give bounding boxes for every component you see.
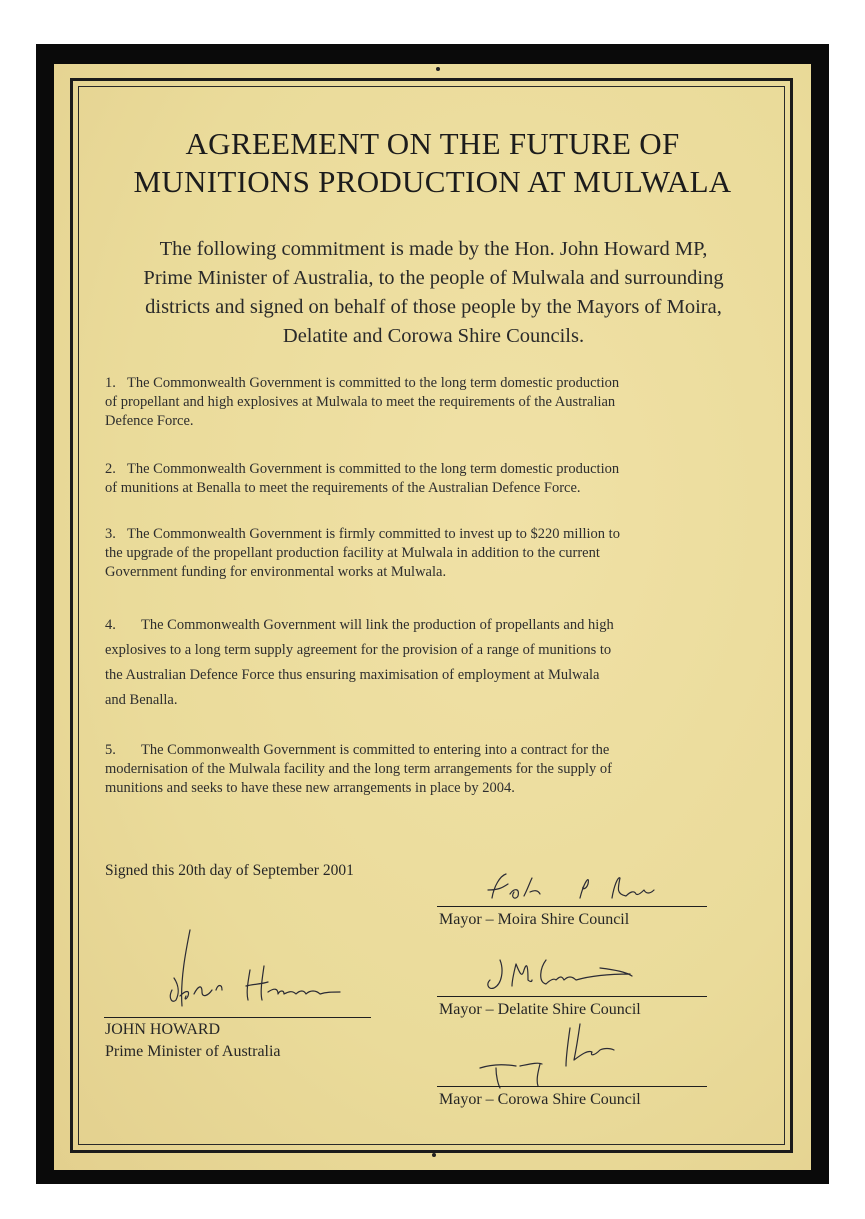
intro-line: Prime Minister of Australia, to the people of Mulwala and surrounding bbox=[143, 267, 724, 289]
clause-line: The Commonwealth Government will link the production of propellants and high bbox=[141, 617, 614, 633]
clause-5 bbox=[105, 741, 767, 798]
clause-line: The Commonwealth Government is firmly committed to invest up to $220 million to bbox=[127, 526, 620, 542]
caption-moira: Mayor – Moira Shire Council bbox=[439, 911, 630, 928]
clause-line: The Commonwealth Government is committed to the long term domestic production bbox=[127, 375, 620, 391]
clause-line: explosives to a long term supply agreement for the provision of a range of munitions to bbox=[105, 642, 612, 658]
clause-number: 4. bbox=[105, 617, 116, 633]
clause-line: the upgrade of the propellant production facility at Mulwala in addition to the current bbox=[105, 545, 600, 561]
clause-line: modernisation of the Mulwala facility and the long term arrangements for the supply of bbox=[105, 761, 612, 777]
clause-line: the Australian Defence Force thus ensuring maximisation of employment at Mulwala bbox=[105, 667, 600, 683]
clause-3 bbox=[105, 525, 767, 582]
caption-pm-title: Prime Minister of Australia bbox=[105, 1043, 281, 1060]
signature-line-delatite bbox=[437, 996, 707, 997]
signature-moira bbox=[480, 868, 680, 910]
signature-line-moira bbox=[437, 906, 707, 907]
pin-hole-top bbox=[436, 67, 440, 71]
clause-number: 1. bbox=[105, 375, 116, 391]
intro-line: districts and signed on behalf of those people by the Mayors of Moira, bbox=[145, 296, 722, 318]
clause-number: 2. bbox=[105, 461, 116, 477]
intro-paragraph bbox=[96, 235, 771, 351]
signature-line-pm bbox=[104, 1017, 371, 1018]
pin-hole-bottom bbox=[432, 1153, 436, 1157]
clause-number: 3. bbox=[105, 526, 116, 542]
clause-line: and Benalla. bbox=[105, 692, 178, 708]
title-line-2: MUNITIONS PRODUCTION AT MULWALA bbox=[133, 164, 732, 199]
caption-corowa: Mayor – Corowa Shire Council bbox=[439, 1091, 641, 1108]
clause-2 bbox=[105, 460, 767, 498]
clause-line: Defence Force. bbox=[105, 413, 194, 429]
clause-line: of propellant and high explosives at Mulwala to meet the requirements of the Australian bbox=[105, 394, 616, 410]
clause-line: The Commonwealth Government is committed to the long term domestic production bbox=[127, 461, 620, 477]
signature-john-howard bbox=[150, 920, 370, 1020]
clause-line: Government funding for environmental works at Mulwala. bbox=[105, 564, 447, 580]
clause-number: 5. bbox=[105, 742, 116, 758]
intro-line: Delatite and Corowa Shire Councils. bbox=[282, 325, 585, 347]
caption-pm-name: JOHN HOWARD bbox=[105, 1021, 221, 1038]
clause-line: The Commonwealth Government is committed to entering into a contract for the bbox=[141, 742, 610, 758]
signature-delatite bbox=[480, 950, 680, 998]
signature-line-corowa bbox=[437, 1086, 707, 1087]
signature-corowa bbox=[470, 1020, 670, 1090]
clause-4 bbox=[105, 613, 767, 713]
clause-line: of munitions at Benalla to meet the requirements of the Australian Defence Force. bbox=[105, 480, 581, 496]
clause-line: munitions and seeks to have these new arrangements in place by 2004. bbox=[105, 780, 515, 796]
intro-line: The following commitment is made by the Hon. John Howard MP, bbox=[159, 238, 708, 260]
title-line-1: AGREEMENT ON THE FUTURE OF bbox=[185, 126, 680, 161]
caption-delatite: Mayor – Delatite Shire Council bbox=[439, 1001, 641, 1018]
document-title bbox=[90, 125, 775, 201]
signing-date: Signed this 20th day of September 2001 bbox=[105, 862, 354, 879]
clause-1 bbox=[105, 374, 767, 431]
